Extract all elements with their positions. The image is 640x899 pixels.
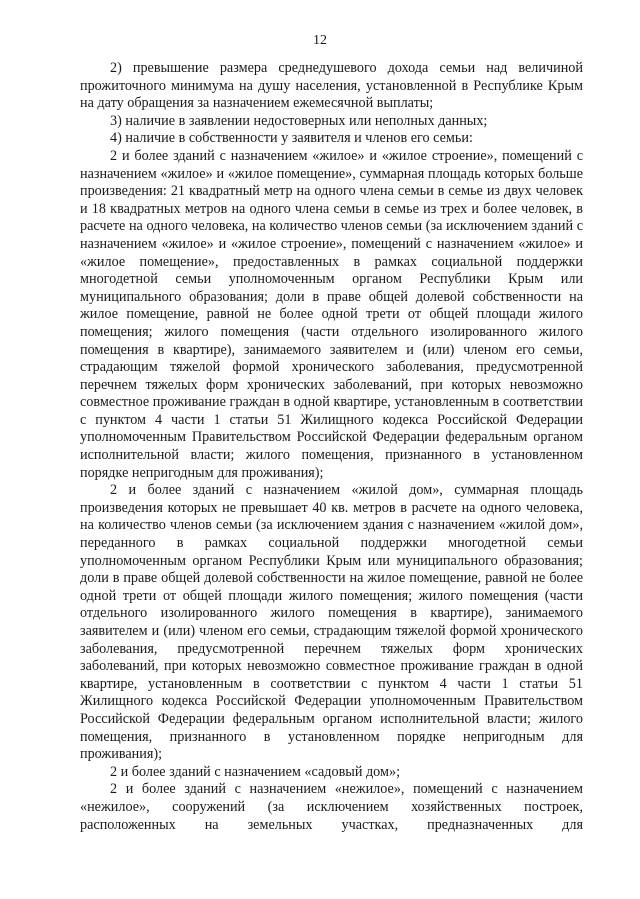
paragraph-residential-buildings: 2 и более зданий с назначением «жилое» и «жилое строение», помещений с назначением «жилое» и «жилое помещение», суммарная площадь которых больше произведения: 21 квадратный метр на одного члена семьи в семье из двух человек и 18 квадратных метров на одного члена семьи в семье из трех и более человек, в расчете на одного человека, на количество членов семьи (за исключением зданий с назначением «жилое» и «жилое строение», помещений с назначением «жилое» и «жилое помещение», предоставленных в рамках социальной поддержки многодетной семьи уполномоченным органом Республики Крым или муниципального образования; доли в праве общей долевой собственности на жилое помещение, равной не более одной трети от общей площади жилого помещения; жилого помещения (части отдельного изолированного жилого помещения в квартире), занимаемого заявителем и (или) членом его семьи, страдающим тяжелой формой хронического заболевания, предусмотренной перечнем тяжелых форм хронических заболеваний, при которых невозможно совместное проживание граждан в одной квартире, установленным в соответствии с пунктом 4 части 1 статьи 51 Жилищного кодекса Российской Федерации уполномоченным Правительством Российской Федерации федеральным органом исполнительной власти; жилого помещения, признанного в установленном порядке непригодным для проживания); [80,147,583,481]
paragraph-item-3: 3) наличие в заявлении недостоверных или неполных данных; [110,112,488,129]
paragraph-residential-houses: 2 и более зданий с назначением «жилой дом», суммарная площадь произведения которых не превышает 40 кв. метров в расчете на одного человека, на количество членов семьи (за исключением здания с назначением «жилой дом», переданного в рамках социальной поддержки многодетной семьи уполномоченным органом Республики Крым или муниципального образования; доли в праве общей долевой собственности на жилое помещение, равной не более одной трети от общей площади жилого помещения; жилого помещения (части отдельного изолированного жилого помещения в квартире), занимаемого заявителем и (или) членом его семьи, страдающим тяжелой формой хронического заболевания, предусмотренной перечнем тяжелых форм хронических заболеваний, при которых невозможно совместное проживание граждан в одной квартире, установленным в соответствии с пунктом 4 части 1 статьи 51 Жилищного кодекса Российской Федерации уполномоченным Правительством Российской Федерации федеральным органом исполнительной власти; жилого помещения, признанного в установленном порядке непригодным для проживания); [80,482,583,763]
paragraph-item-4: 4) наличие в собственности у заявителя и членов его семьи: [110,130,473,147]
paragraph-garden-houses: 2 и более зданий с назначением «садовый дом»; [110,763,401,780]
paragraph-non-residential: 2 и более зданий с назначением «нежилое», помещений с назначением «нежилое», сооружений (за исключением хозяйственных построек, расположенных на земельных участках, предназначенных для [80,781,583,833]
paragraph-item-2: 2) превышение размера среднедушевого дохода семьи над величиной прожиточного минимума на душу населения, установленной в Республике Крым на дату обращения за назначением ежемесячной выплаты; [80,60,583,112]
document-body [80,60,583,834]
page-number: 12 [313,33,327,48]
